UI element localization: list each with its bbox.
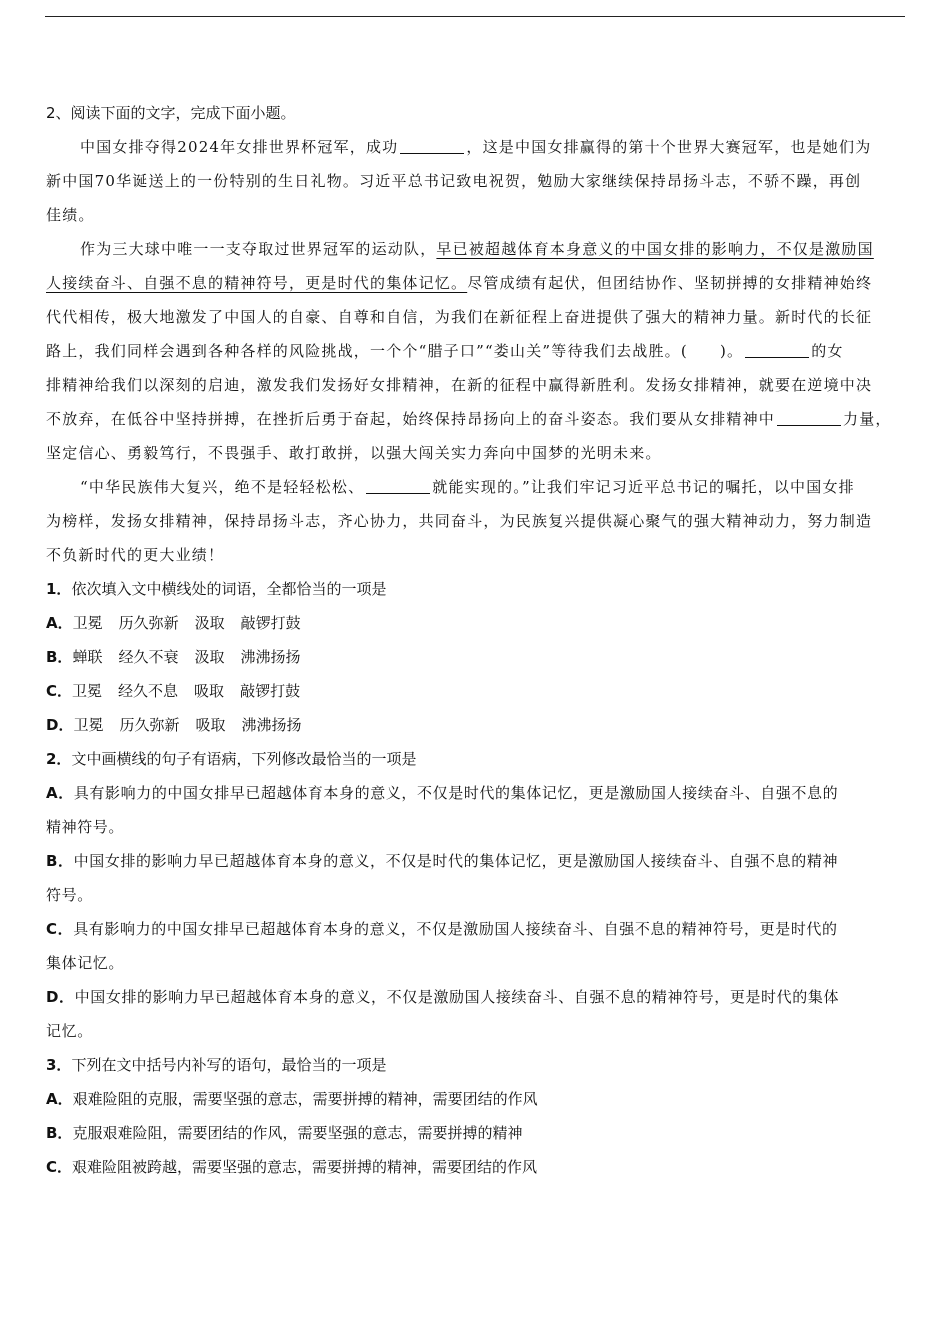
q1-option-a[interactable]: A．卫冕 历久弥新 汲取 敲锣打鼓 [46,614,301,632]
passage-line: 佳绩。 [46,206,95,224]
q2-option-a[interactable]: A．具有影响力的中国女排早已超越体育本身的意义，不仅是时代的集体记忆，更是激励国人接续奋斗、自强不息的 [46,784,839,802]
exam-page [46,96,906,1184]
passage-line: 不负新时代的更大业绩！ [46,546,225,564]
q2-option-b-cont: 符号。 [46,886,93,904]
underlined-sentence: 人接续奋斗、自强不息的精神符号，更是时代的集体记忆。 [46,274,468,292]
q2-option-c-cont: 集体记忆。 [46,954,125,972]
q2-option-c[interactable]: C．具有影响力的中国女排早已超越体育本身的意义，不仅是激励国人接续奋斗、自强不息的精神符号，更是时代的 [46,920,838,938]
passage-line: 新中国70华诞送上的一份特别的生日礼物。习近平总书记致电祝贺，勉励大家继续保持昂扬斗志，不骄不躁，再创 [46,172,862,190]
passage-line: 路上，我们同样会遇到各种各样的风险挑战，一个个“腊子口”“娄山关”等待我们去战胜。( )。 的女 [46,342,844,360]
question-2-stem: 2．文中画横线的句子有语病，下列修改最恰当的一项是 [46,750,417,768]
q2-option-d-cont: 记忆。 [46,1022,93,1040]
underlined-sentence: 早已被超越体育本身意义的中国女排的影响力，不仅是激励国 [436,240,874,258]
passage-line: 代代相传，极大地激发了中国人的自豪、自尊和自信，为我们在新征程上奋进提供了强大的精神力量。新时代的长征 [46,308,873,326]
q2-option-b[interactable]: B．中国女排的影响力早已超越体育本身的意义，不仅是时代的集体记忆，更是激励国人接续奋斗、自强不息的精神 [46,852,839,870]
passage-line: 不放弃，在低谷中坚持拼搏，在挫折后勇于奋起，始终保持昂扬向上的奋斗姿态。我们要从女排精神中 力量， [46,410,892,428]
blank-4[interactable] [366,477,430,494]
passage-line: “中华民族伟大复兴，绝不是轻轻松松、 就能实现的。”让我们牢记习近平总书记的嘱托，以中国女排 [80,478,855,496]
q1-option-d[interactable]: D．卫冕 历久弥新 吸取 沸沸扬扬 [46,716,302,734]
blank-1[interactable] [400,137,464,154]
passage-line: 坚定信心、勇毅笃行，不畏强手、敢打敢拼，以强大闯关实力奔向中国梦的光明未来。 [46,444,662,462]
q1-option-b[interactable]: B．蝉联 经久不衰 汲取 沸沸扬扬 [46,648,301,666]
question-3-stem: 3．下列在文中括号内补写的语句，最恰当的一项是 [46,1056,387,1074]
passage-line: 人接续奋斗、自强不息的精神符号，更是时代的集体记忆。尽管成绩有起伏，但团结协作、坚韧拼搏的女排精神始终 [46,274,873,292]
passage-line: 中国女排夺得2024年女排世界杯冠军，成功 ，这是中国女排赢得的第十个世界大赛冠军，也是她们为 [80,138,872,156]
question-1-stem: 1．依次填入文中横线处的词语，全都恰当的一项是 [46,580,387,598]
passage-line: 作为三大球中唯一一支夺取过世界冠军的运动队，早已被超越体育本身意义的中国女排的影响力，不仅是激励国 [80,240,874,258]
q3-option-c[interactable]: C．艰难险阻被跨越，需要坚强的意志，需要拼搏的精神，需要团结的作风 [46,1158,538,1176]
q1-option-c[interactable]: C．卫冕 经久不息 吸取 敲锣打鼓 [46,682,301,700]
question-header: 2、阅读下面的文字，完成下面小题。 [46,104,296,122]
header-rule [45,16,905,17]
passage-line: 排精神给我们以深刻的启迪，激发我们发扬好女排精神，在新的征程中赢得新胜利。发扬女排精神，就要在逆境中决 [46,376,873,394]
passage-line: 为榜样，发扬女排精神，保持昂扬斗志，齐心协力，共同奋斗，为民族复兴提供凝心聚气的强大精神动力，努力制造 [46,512,873,530]
blank-2[interactable] [745,341,809,358]
q2-option-d[interactable]: D．中国女排的影响力早已超越体育本身的意义，不仅是激励国人接续奋斗、自强不息的精神符号，更是时代的集体 [46,988,840,1006]
q2-option-a-cont: 精神符号。 [46,818,125,836]
blank-3[interactable] [777,409,841,426]
q3-option-b[interactable]: B．克服艰难险阻，需要团结的作风，需要坚强的意志，需要拼搏的精神 [46,1124,523,1142]
q3-option-a[interactable]: A．艰难险阻的克服，需要坚强的意志，需要拼搏的精神，需要团结的作风 [46,1090,538,1108]
